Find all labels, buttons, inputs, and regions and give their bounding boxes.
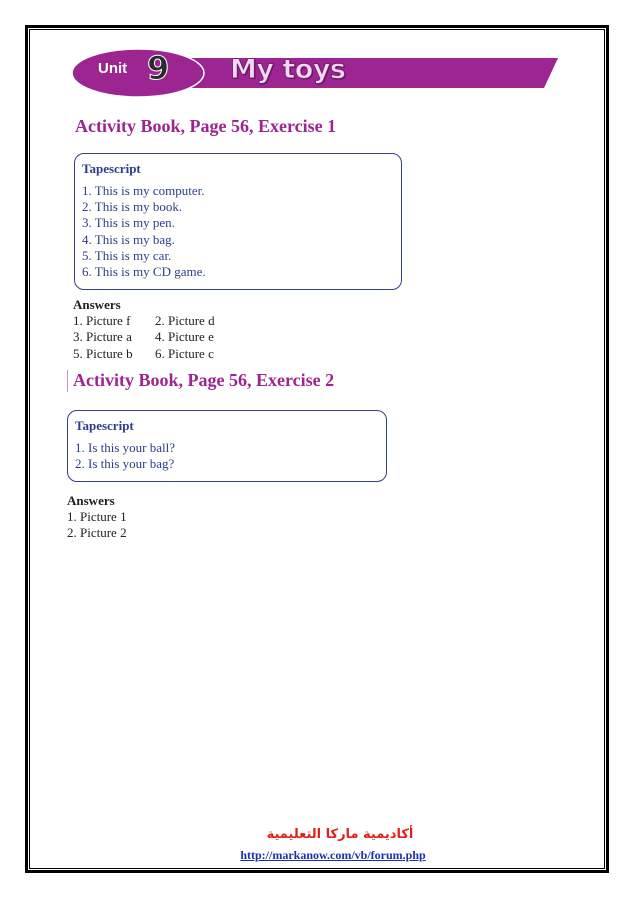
answer-item: 4. Picture e: [155, 329, 214, 345]
tapescript-line: 3. This is my pen.: [82, 215, 175, 231]
tapescript-line: 1. Is this your ball?: [75, 440, 176, 455]
answers-title: Answers: [67, 493, 115, 508]
footer-academy-name: أكاديمية ماركا التعليمية: [266, 827, 414, 842]
answer-item: 1. Picture 1: [67, 509, 127, 524]
answer-row: [73, 313, 273, 329]
answer-row: [67, 525, 267, 541]
answer-row: [73, 346, 273, 362]
unit-title: My toys: [230, 54, 346, 85]
answer-item: 3. Picture a: [73, 329, 132, 345]
unit-banner: [70, 48, 560, 100]
tapescript-line: 2. This is my book.: [82, 199, 183, 215]
tapescript-list: [82, 183, 206, 280]
answers-block: [67, 492, 267, 542]
answers-title: Answers: [73, 297, 121, 312]
answers-block: [73, 296, 273, 362]
tapescript-box: [74, 153, 402, 290]
answer-row: [73, 329, 273, 345]
tapescript-title: Tapescript: [75, 418, 134, 433]
unit-label: Unit: [98, 60, 128, 77]
unit-number: 9: [147, 49, 170, 87]
tapescript-line: 4. This is my bag.: [82, 231, 175, 247]
heading-rule: [67, 370, 68, 392]
footer-link[interactable]: http://markanow.com/vb/forum.php: [240, 848, 426, 862]
answer-item: 6. Picture c: [155, 345, 214, 361]
answer-row: [67, 509, 267, 525]
tapescript-line: 2. Is this your bag?: [75, 456, 175, 472]
tapescript-line: 6. This is my CD game.: [82, 263, 206, 279]
tapescript-list: [75, 440, 175, 472]
tapescript-box: [67, 410, 387, 482]
answer-item: 2. Picture 2: [67, 525, 127, 541]
tapescript-title: Tapescript: [82, 161, 141, 176]
section-heading: Activity Book, Page 56, Exercise 2: [73, 370, 335, 390]
tapescript-line: 5. This is my car.: [82, 247, 172, 263]
tapescript-line: 1. This is my computer.: [82, 183, 205, 198]
answer-item: 1. Picture f: [73, 313, 131, 328]
answer-item: 2. Picture d: [155, 313, 215, 328]
answer-item: 5. Picture b: [73, 345, 133, 361]
section-heading: Activity Book, Page 56, Exercise 1: [75, 116, 337, 136]
